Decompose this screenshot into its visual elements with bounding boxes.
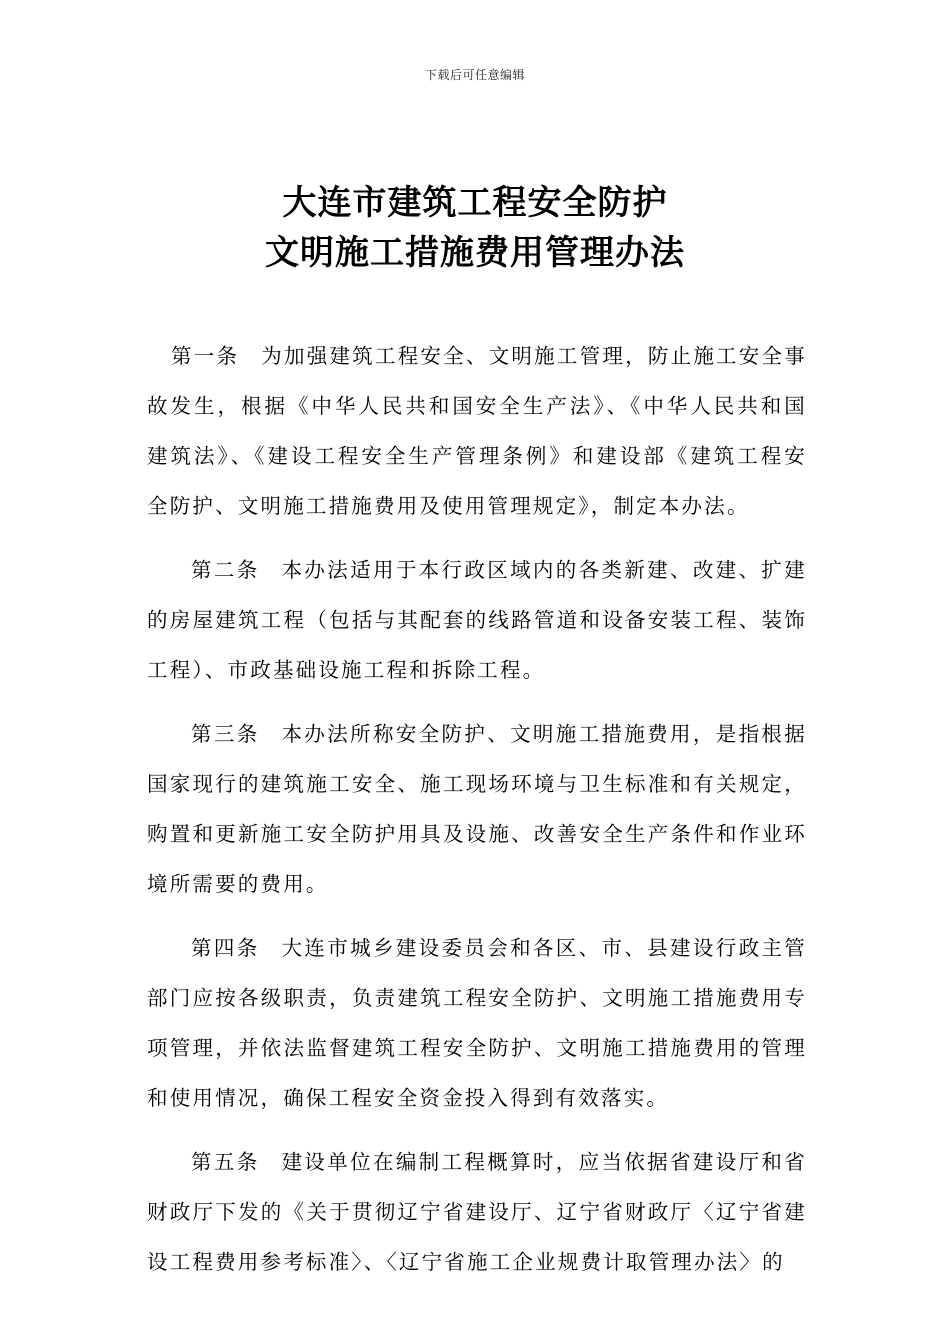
article-4 [147,923,807,1123]
article-3 [147,709,807,909]
article-5 [147,1137,807,1287]
article-text: 本办法所称安全防护、文明施工措施费用，是指根据国家现行的建筑施工安全、施工现场环境与卫生标准和有关规定，购置和更新施工安全防护用具及设施、改善安全生产条件和作业环境所需要的费用。 [147,722,807,896]
document-body [147,331,807,1301]
article-label: 第二条 [191,558,260,582]
article-label: 第三条 [191,722,260,746]
document-title-line-1: 大连市建筑工程安全防护 [282,183,668,223]
article-label: 第五条 [191,1150,260,1174]
article-label: 第一条 [171,344,240,368]
article-2 [147,545,807,695]
article-text: 为加强建筑工程安全、文明施工管理，防止施工安全事故发生，根据《中华人民共和国安全生产法》、《中华人民共和国建筑法》、《建设工程安全生产管理条例》和建设部《建筑工程安全防护、文明施工措施费用及使用管理规定》，制定本办法。 [147,344,807,518]
header-note: 下载后可任意编辑 [424,68,525,82]
article-text: 建设单位在编制工程概算时，应当依据省建设厅和省财政厅下发的《关于贯彻辽宁省建设厅、辽宁省财政厅〈辽宁省建设工程费用参考标准〉、〈辽宁省施工企业规费计取管理办法〉的 [147,1150,807,1274]
article-text: 本办法适用于本行政区域内的各类新建、改建、扩建的房屋建筑工程（包括与其配套的线路管道和设备安装工程、装饰工程）、市政基础设施工程和拆除工程。 [147,558,807,682]
article-text: 大连市城乡建设委员会和各区、市、县建设行政主管部门应按各级职责，负责建筑工程安全防护、文明施工措施费用专项管理，并依法监督建筑工程安全防护、文明施工措施费用的管理和使用情况，确保工程安全资金投入得到有效落实。 [147,936,807,1110]
document-title-line-2: 文明施工措施费用管理办法 [265,233,685,273]
article-label: 第四条 [191,936,260,960]
article-1 [147,331,807,531]
